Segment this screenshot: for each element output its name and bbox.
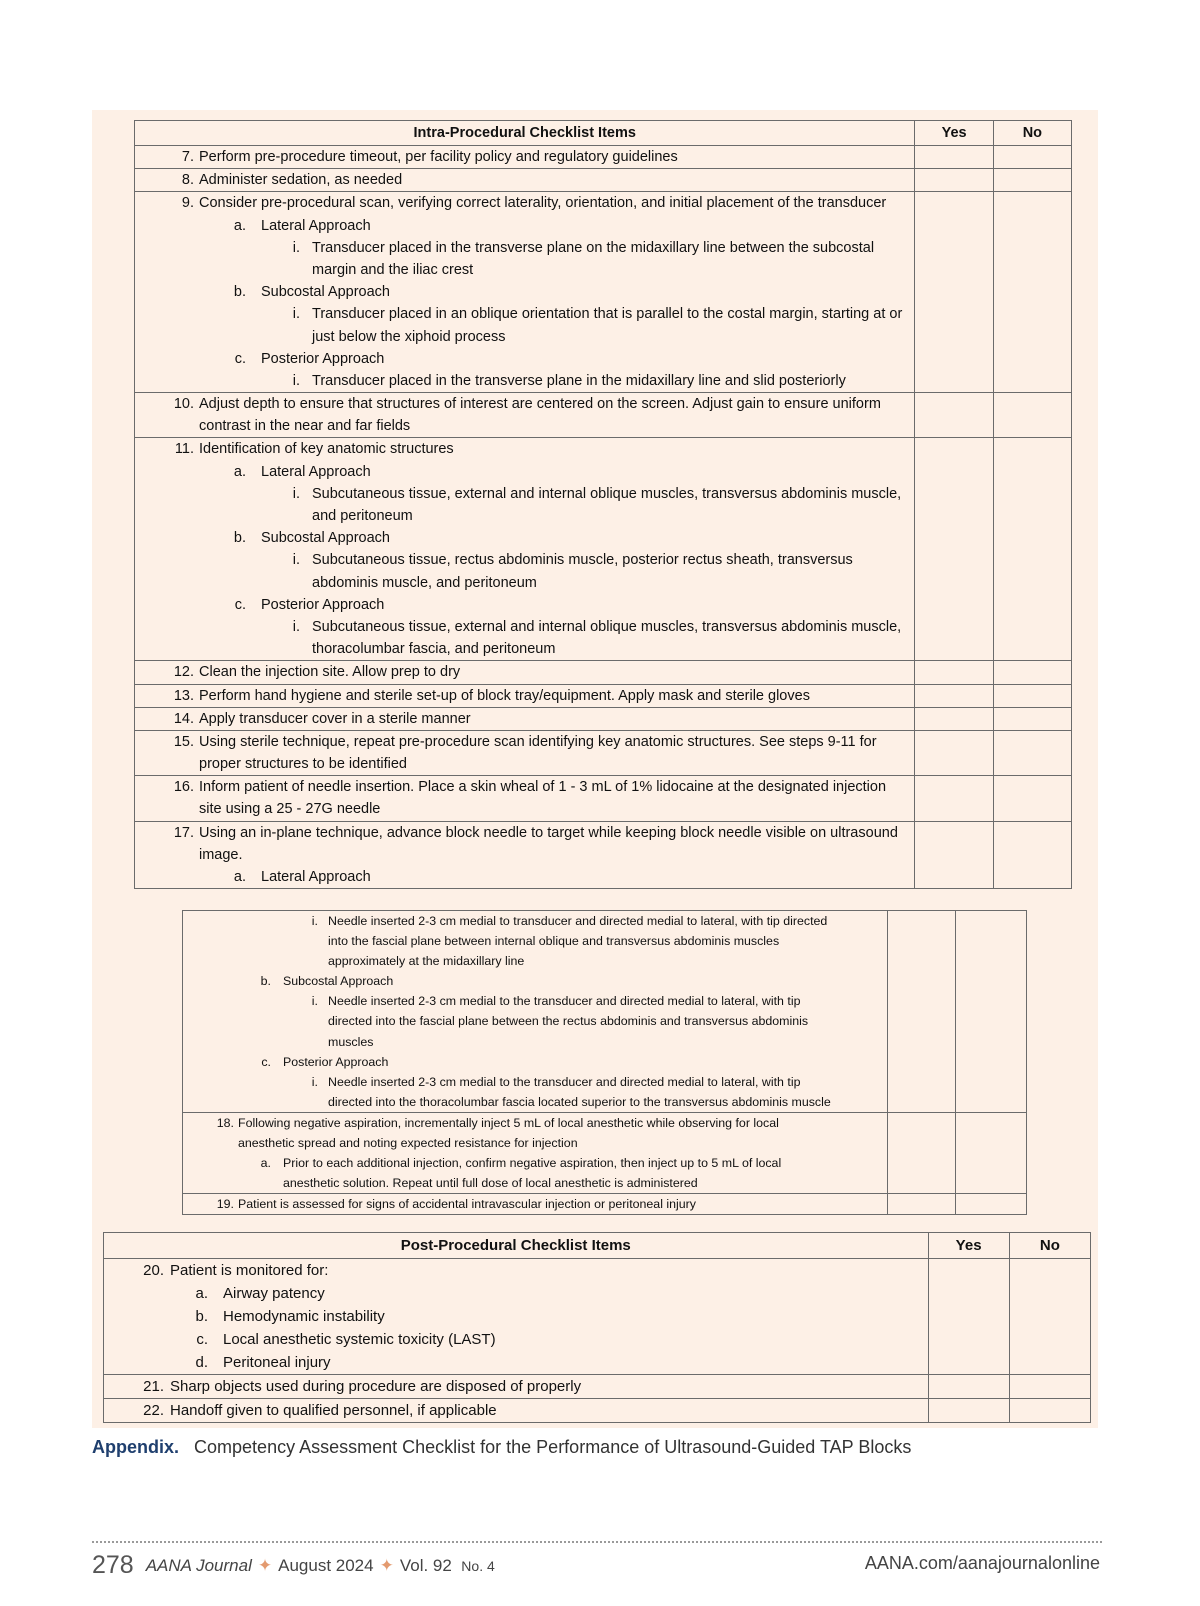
item-number: 13.	[173, 687, 194, 704]
item-number: b.	[233, 530, 246, 547]
checklist-line	[135, 661, 914, 683]
checklist-item-cell	[135, 192, 915, 393]
checklist-row	[104, 1399, 1091, 1423]
item-number	[135, 505, 300, 527]
intra-procedural-checklist-continued-table	[182, 910, 1027, 1215]
checklist-line	[135, 776, 914, 798]
checklist-row	[183, 1112, 1027, 1193]
checklist-line	[135, 259, 914, 281]
checklist-line	[183, 971, 887, 991]
item-number: 16.	[173, 779, 194, 796]
checklist-row	[135, 730, 1072, 775]
item-text: Needle inserted 2-3 cm medial to the transducer and directed medial to lateral, with tip	[328, 994, 801, 1009]
item-text: Subcutaneous tissue, external and internal oblique muscles, transversus abdominis muscle,	[312, 618, 902, 635]
checklist-item-cell	[135, 730, 915, 775]
checklist-line	[135, 594, 914, 616]
intra-procedural-header: Intra-Procedural Checklist Items	[135, 121, 915, 146]
item-text: Needle inserted 2-3 cm medial to the transducer and directed medial to lateral, with tip	[328, 1074, 801, 1089]
checklist-row	[135, 661, 1072, 684]
item-text: muscles	[328, 1034, 374, 1049]
item-text: contrast in the near and far fields	[199, 418, 411, 435]
yes-checkbox-cell[interactable]	[915, 146, 993, 169]
item-text: Perform hand hygiene and sterile set-up of block tray/equipment. Apply mask and sterile gloves	[199, 687, 810, 704]
item-text: Sharp objects used during procedure are disposed of properly	[170, 1378, 582, 1395]
item-number	[183, 931, 318, 951]
item-number: 20.	[143, 1262, 164, 1279]
yes-checkbox-cell[interactable]	[928, 1375, 1009, 1399]
item-number	[183, 1092, 318, 1112]
item-text: Adjust depth to ensure that structures of interest are centered on the screen. Adjust gain to ensure uniform	[199, 396, 881, 413]
checklist-line	[183, 1113, 887, 1133]
item-text: Needle inserted 2-3 cm medial to transducer and directed medial to lateral, with tip directed	[328, 914, 828, 928]
caption-label: Appendix.	[92, 1437, 180, 1457]
checklist-line	[135, 844, 914, 866]
checklist-line	[135, 549, 914, 571]
item-number: a.	[233, 869, 246, 885]
no-checkbox-cell[interactable]	[1009, 1399, 1090, 1423]
item-number: b.	[233, 284, 246, 301]
item-text: Transducer placed in the transverse plane in the midaxillary line and slid posteriorly	[312, 372, 846, 389]
item-number: 19.	[216, 1197, 234, 1212]
item-text: Perform pre-procedure timeout, per facility policy and regulatory guidelines	[199, 149, 678, 165]
checklist-line	[135, 348, 914, 370]
item-number	[135, 259, 300, 281]
checklist-item-cell	[135, 661, 915, 684]
checklist-row	[135, 146, 1072, 169]
no-column-header: No	[1009, 1233, 1090, 1259]
journal-name: AANA Journal	[145, 1556, 252, 1575]
item-text: Using an in-plane technique, advance block needle to target while keeping block needle visible on ultrasound	[199, 824, 898, 841]
checklist-line	[135, 281, 914, 303]
item-text: image.	[199, 846, 243, 863]
checklist-line	[135, 798, 914, 820]
checklist-line	[135, 393, 914, 415]
item-number: i.	[311, 1074, 318, 1089]
no-checkbox-cell[interactable]	[956, 1194, 1027, 1215]
item-text: Clean the injection site. Allow prep to dry	[199, 664, 461, 681]
checklist-row	[104, 1375, 1091, 1399]
checklist-line	[104, 1328, 928, 1351]
yes-column-header: Yes	[928, 1233, 1009, 1259]
footer-divider	[92, 1541, 1102, 1543]
item-text: abdominis muscle, and peritoneum	[312, 574, 537, 591]
checklist-line	[135, 685, 914, 707]
no-checkbox-cell[interactable]	[993, 821, 1071, 889]
checklist-line	[183, 1011, 887, 1031]
yes-checkbox-cell[interactable]	[928, 1399, 1009, 1423]
item-number: i.	[311, 994, 318, 1009]
item-number: 17.	[173, 824, 194, 841]
checklist-line	[135, 616, 914, 638]
checklist-line	[135, 708, 914, 730]
yes-checkbox-cell[interactable]	[928, 1259, 1009, 1375]
checklist-line	[104, 1305, 928, 1328]
no-checkbox-cell[interactable]	[956, 911, 1027, 1113]
table-header-row	[135, 121, 1072, 146]
item-number	[135, 415, 194, 437]
item-text: Following negative aspiration, incrementally inject 5 mL of local anesthetic while observing for local	[238, 1115, 779, 1130]
diamond-separator-icon: ✦	[379, 1556, 394, 1575]
item-text: Subcostal Approach	[261, 530, 390, 547]
journal-website-link[interactable]: AANA.com/aanajournalonline	[864, 1553, 1100, 1573]
figure-caption	[92, 1437, 911, 1458]
item-number: 11.	[174, 441, 194, 458]
item-text: directed into the fascial plane between the rectus abdominis and transversus abdominis	[328, 1014, 809, 1029]
item-text: Handoff given to qualified personnel, if applicable	[170, 1402, 497, 1419]
checklist-line	[104, 1282, 928, 1305]
diamond-separator-icon: ✦	[257, 1556, 273, 1575]
item-text: Consider pre-procedural scan, verifying correct laterality, orientation, and initial placement of the transducer	[199, 195, 887, 212]
checklist-item-cell	[104, 1375, 929, 1399]
item-number: 9.	[181, 195, 194, 212]
item-number: a.	[260, 1156, 271, 1171]
checklist-line	[135, 483, 914, 505]
post-procedural-checklist-table	[103, 1232, 1091, 1423]
item-text: just below the xiphoid process	[312, 328, 506, 345]
checklist-line	[135, 370, 914, 392]
intra-procedural-checklist-table	[134, 120, 1072, 889]
checklist-line	[104, 1259, 928, 1282]
item-number: a.	[195, 1285, 208, 1302]
no-checkbox-cell[interactable]	[993, 438, 1071, 661]
item-text: thoracolumbar fascia, and peritoneum	[312, 641, 556, 658]
checklist-row	[135, 707, 1072, 730]
footer-citation	[92, 1551, 495, 1580]
no-checkbox-cell[interactable]	[993, 730, 1071, 775]
checklist-line	[104, 1399, 928, 1422]
no-checkbox-cell[interactable]	[1009, 1259, 1090, 1375]
checklist-line	[183, 1153, 887, 1173]
item-number: 15.	[173, 733, 194, 750]
item-text: Administer sedation, as needed	[199, 172, 403, 189]
item-text: Using sterile technique, repeat pre-procedure scan identifying key anatomic structures. See steps 9-11 for	[199, 733, 877, 750]
item-text: Subcostal Approach	[283, 974, 394, 989]
item-number: a.	[233, 463, 246, 480]
checklist-line	[183, 991, 887, 1011]
item-text: Subcutaneous tissue, external and internal oblique muscles, transversus abdominis muscle,	[312, 485, 902, 502]
item-number: i.	[311, 914, 318, 928]
item-text: Lateral Approach	[261, 217, 371, 234]
table-header-row	[104, 1233, 1091, 1259]
checklist-line	[135, 505, 914, 527]
no-checkbox-cell[interactable]	[993, 684, 1071, 707]
item-text: site using a 25 - 27G needle	[199, 801, 381, 818]
item-text: Patient is monitored for:	[170, 1262, 329, 1279]
item-number	[135, 638, 300, 660]
item-text: Identification of key anatomic structures	[199, 441, 454, 458]
item-number: i.	[292, 306, 300, 323]
checklist-line	[135, 822, 914, 844]
checklist-line	[183, 1092, 887, 1112]
item-number: i.	[292, 552, 300, 569]
yes-checkbox-cell[interactable]	[915, 684, 993, 707]
item-number: 18.	[216, 1115, 234, 1130]
item-number	[135, 753, 194, 775]
item-text: Posterior Approach	[283, 1054, 389, 1069]
checklist-line	[183, 1173, 887, 1193]
yes-checkbox-cell[interactable]	[915, 821, 993, 889]
item-number: c.	[234, 596, 246, 613]
checklist-line	[183, 931, 887, 951]
item-number: a.	[233, 217, 246, 234]
item-number: 21.	[143, 1378, 164, 1395]
checklist-line	[135, 237, 914, 259]
volume: Vol. 92	[399, 1556, 452, 1575]
checklist-line	[135, 215, 914, 237]
checklist-row	[135, 393, 1072, 438]
caption-text: Competency Assessment Checklist for the Performance of Ultrasound-Guided TAP Blocks	[194, 1437, 912, 1457]
item-text: Patient is assessed for signs of accidental intravascular injection or peritoneal injury	[238, 1197, 696, 1212]
item-number: c.	[196, 1331, 208, 1348]
item-number: 10.	[173, 396, 194, 413]
no-checkbox-cell[interactable]	[993, 146, 1071, 169]
yes-checkbox-cell[interactable]	[915, 169, 993, 192]
checklist-line	[183, 911, 887, 931]
item-number: i.	[292, 485, 300, 502]
item-number: b.	[195, 1308, 208, 1325]
yes-checkbox-cell[interactable]	[915, 661, 993, 684]
item-number	[183, 1133, 234, 1153]
checklist-line	[135, 753, 914, 775]
item-number: 14.	[173, 710, 194, 727]
item-number: i.	[292, 239, 300, 256]
item-text: Transducer placed in an oblique orientation that is parallel to the costal margin, starting at or	[312, 306, 903, 323]
item-number: c.	[261, 1054, 271, 1069]
item-text: Airway patency	[223, 1285, 325, 1302]
checklist-line	[183, 1194, 887, 1214]
checklist-line	[135, 866, 914, 888]
no-checkbox-cell[interactable]	[956, 1112, 1027, 1193]
checklist-row	[183, 911, 1027, 1113]
yes-checkbox-cell[interactable]	[915, 776, 993, 821]
checklist-line	[135, 415, 914, 437]
checklist-line	[135, 461, 914, 483]
no-checkbox-cell[interactable]	[993, 661, 1071, 684]
item-number	[183, 1173, 271, 1193]
yes-column-header: Yes	[915, 121, 993, 146]
checklist-item-cell	[183, 911, 888, 1113]
yes-checkbox-cell[interactable]	[915, 707, 993, 730]
item-text: into the fascial plane between internal oblique and transversus abdominis muscles	[328, 934, 780, 949]
checklist-line	[135, 146, 914, 168]
checklist-row	[135, 169, 1072, 192]
checklist-line	[183, 951, 887, 971]
yes-checkbox-cell[interactable]	[915, 730, 993, 775]
checklist-line	[183, 1072, 887, 1092]
yes-checkbox-cell[interactable]	[887, 1112, 956, 1193]
item-text: directed into the thoracolumbar fascia located superior to the transversus abdominis muscle	[328, 1094, 831, 1109]
checklist-line	[135, 731, 914, 753]
item-number	[135, 572, 300, 594]
item-number: c.	[234, 350, 246, 367]
checklist-line	[104, 1375, 928, 1398]
checklist-row	[135, 776, 1072, 821]
post-procedural-header: Post-Procedural Checklist Items	[104, 1233, 929, 1259]
item-text: margin and the iliac crest	[312, 261, 474, 278]
no-checkbox-cell[interactable]	[993, 776, 1071, 821]
checklist-line	[183, 1133, 887, 1153]
checklist-item-cell	[135, 707, 915, 730]
item-number: 22.	[143, 1402, 164, 1419]
yes-checkbox-cell[interactable]	[887, 911, 956, 1113]
checklist-row	[104, 1259, 1091, 1375]
checklist-row	[135, 438, 1072, 661]
checklist-item-cell	[104, 1399, 929, 1423]
item-number	[135, 844, 194, 866]
item-number: i.	[292, 618, 300, 635]
no-checkbox-cell[interactable]	[993, 707, 1071, 730]
item-text: Posterior Approach	[261, 596, 385, 613]
item-number	[183, 1032, 318, 1052]
item-text: Posterior Approach	[261, 350, 385, 367]
item-text: Subcutaneous tissue, rectus abdominis muscle, posterior rectus sheath, transversus	[312, 552, 853, 569]
item-text: Local anesthetic systemic toxicity (LAST)	[223, 1331, 496, 1348]
item-number	[135, 326, 300, 348]
item-text: Lateral Approach	[261, 869, 371, 885]
checklist-line	[135, 326, 914, 348]
item-text: anesthetic spread and noting expected resistance for injection	[238, 1136, 578, 1151]
checklist-line	[183, 1052, 887, 1072]
checklist-item-cell	[135, 776, 915, 821]
checklist-line	[135, 303, 914, 325]
checklist-item-cell	[135, 821, 915, 889]
item-number: 12.	[173, 664, 194, 681]
item-number: b.	[260, 974, 271, 989]
item-text: Apply transducer cover in a sterile manner	[199, 710, 471, 727]
checklist-line	[135, 169, 914, 191]
checklist-line	[135, 638, 914, 660]
issue-number: No. 4	[461, 1558, 495, 1574]
checklist-item-cell	[183, 1112, 888, 1193]
checklist-row	[183, 1194, 1027, 1215]
checklist-line	[135, 527, 914, 549]
item-text: Hemodynamic instability	[223, 1308, 385, 1325]
item-number: 8.	[181, 172, 194, 189]
yes-checkbox-cell[interactable]	[915, 438, 993, 661]
item-number	[183, 951, 318, 971]
item-text: Peritoneal injury	[223, 1354, 331, 1371]
checklist-line	[183, 1032, 887, 1052]
checklist-line	[135, 192, 914, 214]
item-text: Prior to each additional injection, confirm negative aspiration, then inject up to 5 mL of local	[283, 1156, 782, 1171]
item-number: d.	[195, 1354, 208, 1371]
checklist-item-cell	[135, 146, 915, 169]
item-text: Subcostal Approach	[261, 284, 390, 301]
item-text: and peritoneum	[312, 508, 413, 524]
checklist-row	[135, 821, 1072, 889]
item-number	[183, 1011, 318, 1031]
checklist-line	[135, 438, 914, 460]
item-number: 7.	[181, 149, 194, 165]
checklist-line	[135, 572, 914, 594]
no-checkbox-cell[interactable]	[993, 169, 1071, 192]
item-text: approximately at the midaxillary line	[328, 954, 525, 969]
checklist-item-cell	[104, 1259, 929, 1375]
yes-checkbox-cell[interactable]	[915, 192, 993, 393]
checklist-row	[135, 192, 1072, 393]
item-text: Transducer placed in the transverse plane on the midaxillary line between the subcostal	[312, 239, 875, 256]
item-text: Lateral Approach	[261, 463, 371, 480]
item-text: Inform patient of needle insertion. Place a skin wheal of 1 - 3 mL of 1% lidocaine at the designated injection	[199, 779, 887, 796]
item-text: proper structures to be identified	[199, 756, 407, 773]
item-number	[135, 798, 194, 820]
page-number: 278	[92, 1551, 134, 1579]
checklist-item-cell	[135, 169, 915, 192]
item-text: anesthetic solution. Repeat until full dose of local anesthetic is administered	[283, 1176, 698, 1191]
yes-checkbox-cell[interactable]	[887, 1194, 956, 1215]
no-checkbox-cell[interactable]	[993, 192, 1071, 393]
no-checkbox-cell[interactable]	[993, 393, 1071, 438]
yes-checkbox-cell[interactable]	[915, 393, 993, 438]
no-column-header: No	[993, 121, 1071, 146]
issue-date: August 2024	[278, 1556, 374, 1575]
checklist-item-cell	[183, 1194, 888, 1215]
no-checkbox-cell[interactable]	[1009, 1375, 1090, 1399]
checklist-item-cell	[135, 438, 915, 661]
checklist-line	[104, 1351, 928, 1374]
checklist-item-cell	[135, 393, 915, 438]
item-number: i.	[292, 372, 300, 389]
checklist-row	[135, 684, 1072, 707]
checklist-item-cell	[135, 684, 915, 707]
